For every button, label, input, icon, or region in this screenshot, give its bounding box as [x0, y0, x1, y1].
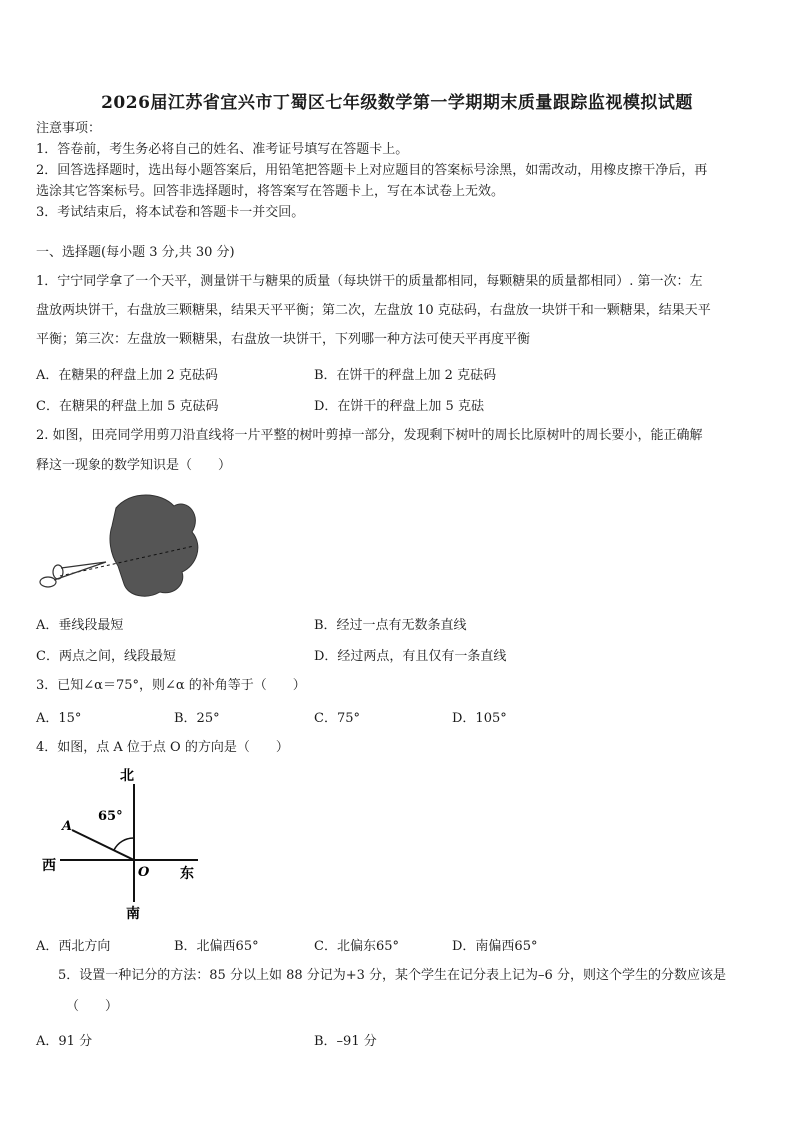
notice-item: 3．考试结束后，将本试卷和答题卡一并交回。: [36, 205, 305, 220]
leaf-shape: [110, 495, 198, 596]
question-5-text: （ ）: [66, 999, 119, 1014]
notice-item: 1．答卷前，考生务必将自己的姓名、准考证号填写在答题卡上。: [36, 142, 409, 157]
north-label: 北: [120, 768, 134, 784]
question-4-text: 4．如图，点 A 位于点 O 的方向是（ ）: [36, 740, 289, 755]
question-1-option-a: A．在糖果的秤盘上加 2 克砝码: [36, 368, 218, 383]
question-1-option-b: B．在饼干的秤盘上加 2 克砝码: [314, 368, 497, 383]
question-1-option-d: D．在饼干的秤盘上加 5 克砝: [314, 399, 484, 414]
question-1-option-c: C．在糖果的秤盘上加 5 克砝码: [36, 399, 219, 414]
angle-label: 65°: [98, 809, 123, 824]
notice-item: 选涂其它答案标号。回答非选择题时，将答案写在答题卡上，写在本试卷上无效。: [36, 184, 505, 199]
notice-item: 2．回答选择题时，选出每小题答案后，用铅笔把答题卡上对应题目的答案标号涂黑，如需改动，用橡皮擦干净后，再: [36, 163, 708, 178]
question-4-option-d: D．南偏西65°: [452, 939, 538, 954]
question-3-option-b: B．25°: [174, 711, 220, 726]
question-3-option-c: C．75°: [314, 711, 360, 726]
page-title: 2026届江苏省宜兴市丁蜀区七年级数学第一学期期末质量跟踪监视模拟试题: [101, 93, 693, 113]
question-2-option-a: A．垂线段最短: [36, 618, 124, 633]
question-1-text: 盘放两块饼干，右盘放三颗糖果，结果天平平衡；第二次，左盘放 10 克砝码，右盘放一块饼干和一颗糖果，结果天平: [36, 303, 711, 318]
east-label: 东: [180, 866, 194, 882]
scissors-icon: [40, 562, 106, 587]
question-3-option-d: D．105°: [452, 711, 507, 726]
question-5-text: 5．设置一种记分的方法：85 分以上如 88 分记为+3 分，某个学生在记分表上记为–6 分，则这个学生的分数应该是: [58, 968, 726, 983]
section-heading: 一、选择题(每小题 3 分,共 30 分): [36, 245, 235, 260]
question-5-option-b: B．–91 分: [314, 1034, 377, 1049]
question-1-text: 1．宁宁同学拿了一个天平，测量饼干与糖果的质量（每块饼干的质量都相同，每颗糖果的质量都相同）. 第一次：左: [36, 274, 703, 289]
question-2-text: 释这一现象的数学知识是（ ）: [36, 458, 232, 473]
question-2-option-d: D．经过两点，有且仅有一条直线: [314, 649, 507, 664]
question-3-option-a: A．15°: [36, 711, 82, 726]
question-2-option-c: C．两点之间，线段最短: [36, 649, 176, 664]
question-4-option-c: C．北偏东65°: [314, 939, 399, 954]
point-o-label: O: [138, 865, 150, 880]
ray-oa: [72, 830, 134, 860]
angle-arc: [114, 838, 134, 850]
leaf-scissors-figure: [36, 488, 206, 604]
question-1-text: 平衡；第三次：左盘放一颗糖果，右盘放一块饼干，下列哪一种方法可使天平再度平衡: [36, 332, 531, 347]
question-5-option-a: A．91 分: [36, 1034, 93, 1049]
question-4-option-a: A．西北方向: [36, 939, 111, 954]
compass-figure: [36, 764, 216, 924]
south-label: 南: [126, 906, 140, 922]
west-label: 西: [42, 858, 56, 874]
question-2-text: 2. 如图，田亮同学用剪刀沿直线将一片平整的树叶剪掉一部分，发现剩下树叶的周长比原树叶的周长要小，能正确解: [36, 428, 703, 443]
point-a-label: A: [62, 819, 73, 834]
question-3-text: 3．已知∠α＝75°，则∠α 的补角等于（ ）: [36, 678, 306, 693]
notice-heading: 注意事项：: [36, 121, 102, 136]
question-2-option-b: B．经过一点有无数条直线: [314, 618, 467, 633]
question-4-option-b: B．北偏西65°: [174, 939, 259, 954]
